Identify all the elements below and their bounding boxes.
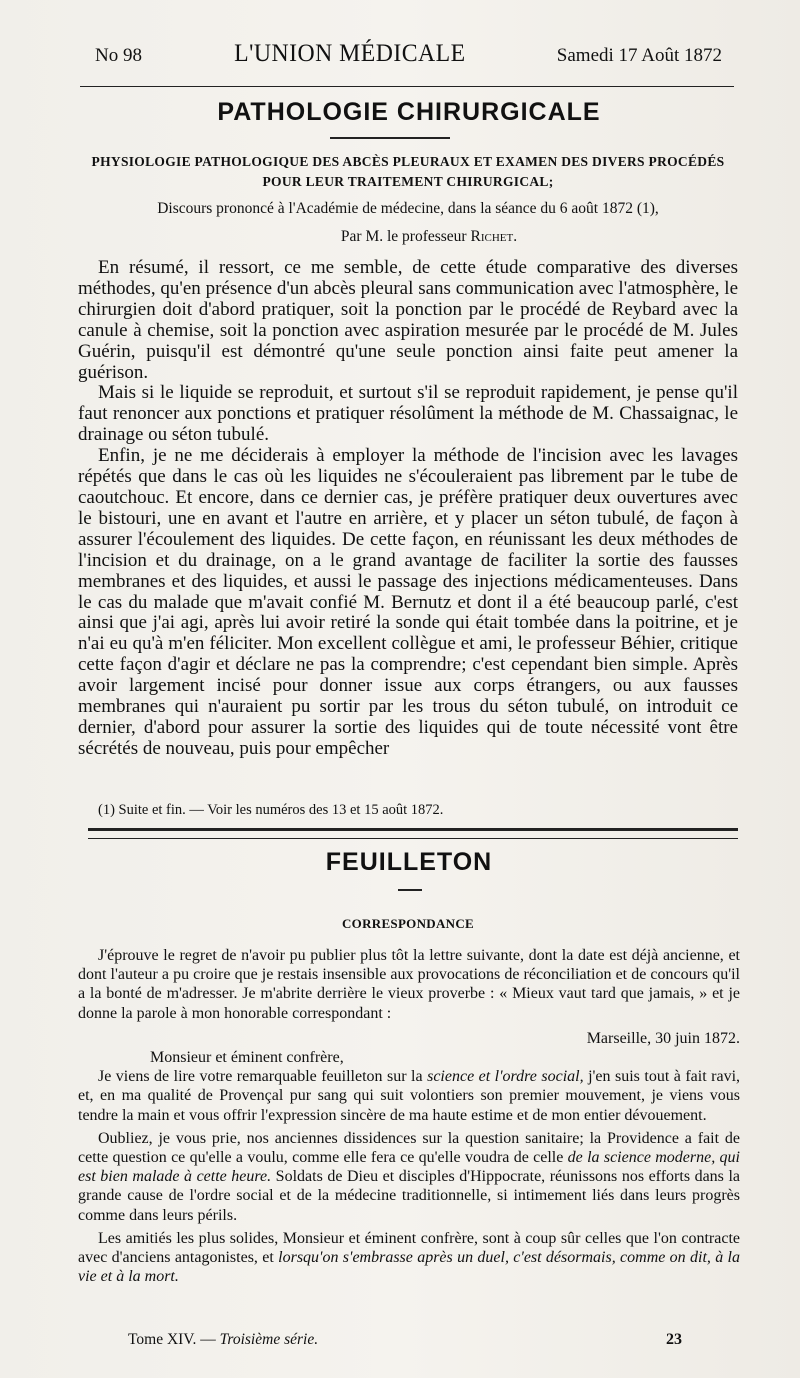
author-prefix: Par M. le professeur (340, 228, 471, 245)
letter-paragraph: Oubliez, je vous prie, nos anciennes dissidences sur la question sanitaire; la Providence a fait de cette question ce qu'elle a voulu, comme elle fera ce qu'elle voudra de celle de la science moderne, qui est bien malade à cette heure. Soldats de Dieu et disciples d'Hippocrate, réunissons nos efforts dans la grande cause de l'ordre social et de la médecine traditionnelle, si intimement liés dans leurs progrès comme dans leurs périls. (78, 1129, 740, 1224)
section-title: PATHOLOGIE CHIRURGICALE (217, 98, 601, 126)
issue-date: Samedi 17 Août 1872 (556, 45, 722, 66)
issue-number: No 98 (95, 45, 142, 66)
salutation: Monsieur et éminent confrère, (150, 1049, 344, 1067)
article-paragraph: En résumé, il ressort, ce me semble, de cette étude comparative des diverses méthodes, qu'en présence d'un abcès pleural sans communication avec l'atmosphère, le chirurgien doit d'abord pratiquer, soit la ponction par le procédé de Reybard avec la canule à chemise, soit la ponction avec aspiration mesurée par le procédé de M. Jules Guérin, puisqu'il est démontré qu'une seule ponction ainsi faite peut amener la guérison. (78, 257, 738, 383)
feuilleton-subtitle: CORRESPONDANCE (341, 916, 475, 931)
article-paragraph: Enfin, je ne me déciderais à employer la méthode de l'incision avec les lavages répétés que dans le cas où les liquides ne s'écouleraient pas librement par le tube de caoutchouc. Et encore, dans ce dernier cas, je préfère pratiquer deux ouvertures avec le bistouri, une en avant et l'autre en arrière, et y placer un séton tubulé, de façon à assurer l'écoulement des liquides. De cette façon, en réunissant les deux méthodes de l'incision et du drainage, on a le grand avantage de faciliter la sortie des fausses membranes et des liquides, et aussi le passage des injections médicamenteuses. Dans le cas du malade que m'avait confié M. Bernutz et dont il a été beaucoup parlé, c'est ainsi que j'ai agi, après lui avoir retiré la sonde qui était tombée dans la poitrine, et je n'ai eu qu'à m'en féliciter. Mon excellent collègue et ami, le professeur Béhier, critique cette façon d'agir et déclare ne pas la comprendre; c'est cependant bien simple. Après avoir largement incisé pour donner issue aux corps étrangers, ou aux fausses membranes qui n'auraient pu sortir par les trous du séton tubulé, on introduit ce dernier, d'abord pour assurer la sortie des liquides qui de toute nécessité vont être sécrétés de nouveau, puis pour empêcher (78, 445, 738, 759)
article-subtitle-line1: PHYSIOLOGIE PATHOLOGIQUE DES ABCÈS PLEURAUX ET EXAMEN DES DIVERS PROCÉDÉS (91, 154, 725, 169)
feuilleton-title: FEUILLETON (325, 848, 493, 876)
footnote: (1) Suite et fin. — Voir les numéros des 13 et 15 août 1872. (98, 802, 444, 818)
header-rule (80, 86, 734, 87)
letter-paragraph: Les amitiés les plus solides, Monsieur et éminent confrère, sont à coup sûr celles que l'on contracte avec d'anciens antagonistes, et lorsqu'on s'embrasse après un duel, c'est désormais, comme on dit, à la vie et à la mort. (78, 1229, 741, 1286)
author-name: Richet. (470, 228, 518, 245)
page-number: 23 (666, 1331, 682, 1348)
journal-title: L'UNION MÉDICALE (233, 40, 466, 67)
article-subtitle-line2: POUR LEUR TRAITEMENT CHIRURGICAL; (262, 174, 554, 189)
tome-footer: Tome XIV. — Troisième série. (128, 1331, 319, 1348)
section-divider (88, 828, 738, 839)
page-header (95, 40, 722, 80)
intro-paragraph: J'éprouve le regret de n'avoir pu publier plus tôt la lettre suivante, dont la date est déjà ancienne, et dont l'auteur a pu croire que je restais insensible aux provocations de réconciliation et de concours qu'il a la bonté de m'adresser. Je m'abrite derrière le vieux proverbe : « Mieux vaut tard que jamais, » et je donne la parole à mon honorable correspondant : (78, 947, 740, 1022)
feuilleton-dash (398, 889, 422, 891)
article-body (78, 258, 738, 760)
title-underline (330, 137, 450, 139)
author-line (120, 228, 738, 246)
discours-line: Discours prononcé à l'Académie de médecine, dans la séance du 6 août 1872 (1), (157, 200, 659, 217)
letter-paragraph: Je viens de lire votre remarquable feuilleton sur la science et l'ordre social, j'en suis tout à fait ravi, et, en ma qualité de Provençal pur sang qui suit volontiers son premier mouvement, je viens vous tendre la main et vous offrir l'expression sincère de ma haute estime et de mon entier dévouement. (78, 1068, 741, 1124)
place-date: Marseille, 30 juin 1872. (586, 1029, 740, 1047)
article-paragraph: Mais si le liquide se reproduit, et surtout s'il se reproduit rapidement, je pense qu'il faut renoncer aux ponctions et pratiquer résolûment la méthode de M. Chassaignac, le drainage ou séton tubulé. (78, 382, 738, 446)
feuilleton-body (78, 946, 740, 1286)
